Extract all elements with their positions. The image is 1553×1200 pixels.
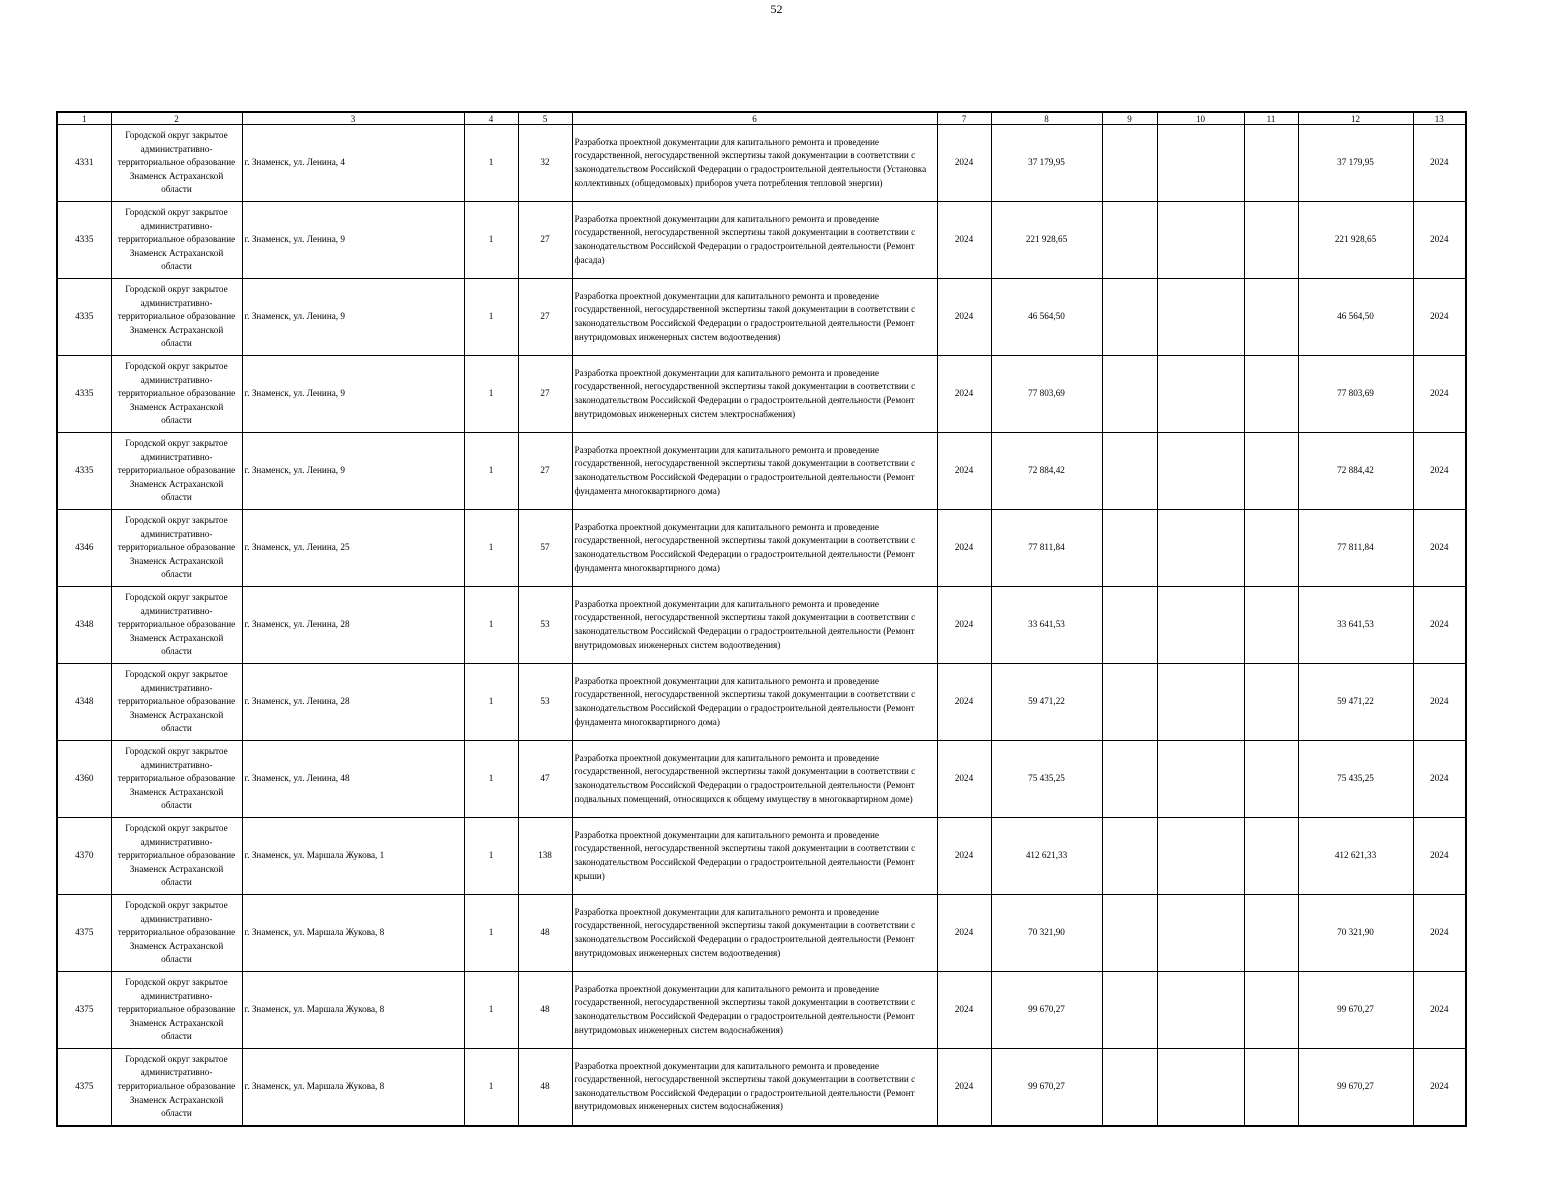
column-4-cell: 1 <box>464 895 518 972</box>
year-cell: 2024 <box>937 125 991 202</box>
municipality-cell: Городской округ закрытое административно-территориальное образование Знаменск Астраханской области <box>111 1049 242 1126</box>
year-cell: 2024 <box>937 895 991 972</box>
completion-year-cell: 2024 <box>1413 972 1466 1049</box>
address-cell: г. Знаменск, ул. Ленина, 9 <box>242 433 464 510</box>
address-cell: г. Знаменск, ул. Ленина, 9 <box>242 279 464 356</box>
table-row <box>57 895 1466 972</box>
column-5-cell: 27 <box>518 202 572 279</box>
cost-cell: 70 321,90 <box>991 895 1102 972</box>
column-header: 4 <box>464 112 518 125</box>
column-11-cell <box>1244 895 1298 972</box>
column-5-cell: 27 <box>518 433 572 510</box>
column-4-cell: 1 <box>464 433 518 510</box>
column-9-cell <box>1102 818 1157 895</box>
year-cell: 2024 <box>937 587 991 664</box>
row-id-cell: 4375 <box>57 895 111 972</box>
column-10-cell <box>1157 279 1244 356</box>
row-id-cell: 4360 <box>57 741 111 818</box>
row-id-cell: 4335 <box>57 356 111 433</box>
work-description-cell: Разработка проектной документации для капитального ремонта и проведение государственной, негосударственной экспертизы такой документации в соответствии с законодательством Российской Федерации о градостроительной деятельности (Ремонт крыши) <box>572 818 937 895</box>
work-description-cell: Разработка проектной документации для капитального ремонта и проведение государственной, негосударственной экспертизы такой документации в соответствии с законодательством Российской Федерации о градостроительной деятельности (Ремонт внутридомовых инженерных систем водоснабжения) <box>572 1049 937 1126</box>
completion-year-cell: 2024 <box>1413 1049 1466 1126</box>
total-cell: 37 179,95 <box>1298 125 1413 202</box>
capital-repair-table <box>56 111 1467 1127</box>
cost-cell: 33 641,53 <box>991 587 1102 664</box>
column-9-cell <box>1102 125 1157 202</box>
completion-year-cell: 2024 <box>1413 895 1466 972</box>
year-cell: 2024 <box>937 356 991 433</box>
municipality-cell: Городской округ закрытое административно-территориальное образование Знаменск Астраханской области <box>111 664 242 741</box>
column-10-cell <box>1157 895 1244 972</box>
column-9-cell <box>1102 972 1157 1049</box>
column-11-cell <box>1244 972 1298 1049</box>
column-header: 5 <box>518 112 572 125</box>
column-11-cell <box>1244 510 1298 587</box>
cost-cell: 221 928,65 <box>991 202 1102 279</box>
column-11-cell <box>1244 125 1298 202</box>
column-header: 9 <box>1102 112 1157 125</box>
year-cell: 2024 <box>937 1049 991 1126</box>
column-5-cell: 27 <box>518 279 572 356</box>
table-body <box>57 125 1466 1126</box>
work-description-cell: Разработка проектной документации для капитального ремонта и проведение государственной, негосударственной экспертизы такой документации в соответствии с законодательством Российской Федерации о градостроительной деятельности (Ремонт внутридомовых инженерных систем водоснабжения) <box>572 972 937 1049</box>
year-cell: 2024 <box>937 433 991 510</box>
column-10-cell <box>1157 818 1244 895</box>
year-cell: 2024 <box>937 664 991 741</box>
column-header: 12 <box>1298 112 1413 125</box>
table-row <box>57 664 1466 741</box>
column-9-cell <box>1102 664 1157 741</box>
column-9-cell <box>1102 433 1157 510</box>
municipality-cell: Городской округ закрытое административно-территориальное образование Знаменск Астраханской области <box>111 433 242 510</box>
address-cell: г. Знаменск, ул. Ленина, 28 <box>242 664 464 741</box>
table-row <box>57 741 1466 818</box>
column-9-cell <box>1102 202 1157 279</box>
column-5-cell: 138 <box>518 818 572 895</box>
municipality-cell: Городской округ закрытое административно-территориальное образование Знаменск Астраханской области <box>111 587 242 664</box>
row-id-cell: 4331 <box>57 125 111 202</box>
total-cell: 59 471,22 <box>1298 664 1413 741</box>
column-4-cell: 1 <box>464 125 518 202</box>
total-cell: 412 621,33 <box>1298 818 1413 895</box>
table-row <box>57 510 1466 587</box>
column-9-cell <box>1102 510 1157 587</box>
column-11-cell <box>1244 279 1298 356</box>
table-row <box>57 433 1466 510</box>
column-11-cell <box>1244 433 1298 510</box>
work-description-cell: Разработка проектной документации для капитального ремонта и проведение государственной, негосударственной экспертизы такой документации в соответствии с законодательством Российской Федерации о градостроительной деятельности (Ремонт фундамента многоквартирного дома) <box>572 433 937 510</box>
municipality-cell: Городской округ закрытое административно-территориальное образование Знаменск Астраханской области <box>111 202 242 279</box>
municipality-cell: Городской округ закрытое административно-территориальное образование Знаменск Астраханской области <box>111 741 242 818</box>
total-cell: 77 803,69 <box>1298 356 1413 433</box>
cost-cell: 77 803,69 <box>991 356 1102 433</box>
work-description-cell: Разработка проектной документации для капитального ремонта и проведение государственной, негосударственной экспертизы такой документации в соответствии с законодательством Российской Федерации о градостроительной деятельности (Ремонт внутридомовых инженерных систем водоотведения) <box>572 895 937 972</box>
column-10-cell <box>1157 741 1244 818</box>
column-11-cell <box>1244 818 1298 895</box>
year-cell: 2024 <box>937 202 991 279</box>
completion-year-cell: 2024 <box>1413 818 1466 895</box>
address-cell: г. Знаменск, ул. Маршала Жукова, 8 <box>242 895 464 972</box>
municipality-cell: Городской округ закрытое административно-территориальное образование Знаменск Астраханской области <box>111 972 242 1049</box>
column-9-cell <box>1102 356 1157 433</box>
completion-year-cell: 2024 <box>1413 356 1466 433</box>
cost-cell: 77 811,84 <box>991 510 1102 587</box>
column-4-cell: 1 <box>464 202 518 279</box>
total-cell: 46 564,50 <box>1298 279 1413 356</box>
total-cell: 221 928,65 <box>1298 202 1413 279</box>
total-cell: 99 670,27 <box>1298 1049 1413 1126</box>
work-description-cell: Разработка проектной документации для капитального ремонта и проведение государственной, негосударственной экспертизы такой документации в соответствии с законодательством Российской Федерации о градостроительной деятельности (Ремонт внутридомовых инженерных систем водоотведения) <box>572 587 937 664</box>
column-4-cell: 1 <box>464 972 518 1049</box>
column-header: 1 <box>57 112 111 125</box>
address-cell: г. Знаменск, ул. Ленина, 9 <box>242 202 464 279</box>
row-id-cell: 4348 <box>57 587 111 664</box>
table-row <box>57 972 1466 1049</box>
column-5-cell: 53 <box>518 664 572 741</box>
column-10-cell <box>1157 1049 1244 1126</box>
page-number: 52 <box>770 2 783 16</box>
column-4-cell: 1 <box>464 356 518 433</box>
year-cell: 2024 <box>937 279 991 356</box>
completion-year-cell: 2024 <box>1413 510 1466 587</box>
column-10-cell <box>1157 587 1244 664</box>
table-row <box>57 125 1466 202</box>
table-row <box>57 202 1466 279</box>
total-cell: 99 670,27 <box>1298 972 1413 1049</box>
column-10-cell <box>1157 664 1244 741</box>
column-9-cell <box>1102 587 1157 664</box>
cost-cell: 72 884,42 <box>991 433 1102 510</box>
cost-cell: 46 564,50 <box>991 279 1102 356</box>
column-5-cell: 32 <box>518 125 572 202</box>
work-description-cell: Разработка проектной документации для капитального ремонта и проведение государственной, негосударственной экспертизы такой документации в соответствии с законодательством Российской Федерации о градостроительной деятельности (Ремонт подвальных помещений, относящихся к общему имуществу в многоквартирном доме) <box>572 741 937 818</box>
cost-cell: 99 670,27 <box>991 1049 1102 1126</box>
row-id-cell: 4370 <box>57 818 111 895</box>
completion-year-cell: 2024 <box>1413 741 1466 818</box>
completion-year-cell: 2024 <box>1413 279 1466 356</box>
total-cell: 72 884,42 <box>1298 433 1413 510</box>
column-5-cell: 27 <box>518 356 572 433</box>
column-5-cell: 47 <box>518 741 572 818</box>
column-11-cell <box>1244 664 1298 741</box>
column-11-cell <box>1244 1049 1298 1126</box>
column-10-cell <box>1157 433 1244 510</box>
column-11-cell <box>1244 587 1298 664</box>
completion-year-cell: 2024 <box>1413 125 1466 202</box>
column-9-cell <box>1102 1049 1157 1126</box>
column-5-cell: 53 <box>518 587 572 664</box>
table-row <box>57 356 1466 433</box>
column-4-cell: 1 <box>464 1049 518 1126</box>
total-cell: 75 435,25 <box>1298 741 1413 818</box>
column-9-cell <box>1102 895 1157 972</box>
column-4-cell: 1 <box>464 741 518 818</box>
cost-cell: 99 670,27 <box>991 972 1102 1049</box>
column-11-cell <box>1244 741 1298 818</box>
row-id-cell: 4335 <box>57 202 111 279</box>
municipality-cell: Городской округ закрытое административно-территориальное образование Знаменск Астраханской области <box>111 125 242 202</box>
column-5-cell: 57 <box>518 510 572 587</box>
municipality-cell: Городской округ закрытое административно-территориальное образование Знаменск Астраханской области <box>111 279 242 356</box>
cost-cell: 37 179,95 <box>991 125 1102 202</box>
column-11-cell <box>1244 356 1298 433</box>
address-cell: г. Знаменск, ул. Ленина, 25 <box>242 510 464 587</box>
address-cell: г. Знаменск, ул. Маршала Жукова, 8 <box>242 1049 464 1126</box>
completion-year-cell: 2024 <box>1413 664 1466 741</box>
work-description-cell: Разработка проектной документации для капитального ремонта и проведение государственной, негосударственной экспертизы такой документации в соответствии с законодательством Российской Федерации о градостроительной деятельности (Ремонт внутридомовых инженерных систем водоотведения) <box>572 279 937 356</box>
address-cell: г. Знаменск, ул. Ленина, 9 <box>242 356 464 433</box>
municipality-cell: Городской округ закрытое административно-территориальное образование Знаменск Астраханской области <box>111 510 242 587</box>
column-4-cell: 1 <box>464 818 518 895</box>
address-cell: г. Знаменск, ул. Маршала Жукова, 1 <box>242 818 464 895</box>
year-cell: 2024 <box>937 818 991 895</box>
column-4-cell: 1 <box>464 279 518 356</box>
table-row <box>57 1049 1466 1126</box>
column-4-cell: 1 <box>464 510 518 587</box>
column-5-cell: 48 <box>518 972 572 1049</box>
total-cell: 77 811,84 <box>1298 510 1413 587</box>
column-header: 7 <box>937 112 991 125</box>
work-description-cell: Разработка проектной документации для капитального ремонта и проведение государственной, негосударственной экспертизы такой документации в соответствии с законодательством Российской Федерации о градостроительной деятельности (Ремонт фундамента многоквартирного дома) <box>572 510 937 587</box>
row-id-cell: 4375 <box>57 1049 111 1126</box>
table-row <box>57 587 1466 664</box>
column-header: 13 <box>1413 112 1466 125</box>
work-description-cell: Разработка проектной документации для капитального ремонта и проведение государственной, негосударственной экспертизы такой документации в соответствии с законодательством Российской Федерации о градостроительной деятельности (Ремонт фасада) <box>572 202 937 279</box>
column-header: 2 <box>111 112 242 125</box>
table-row <box>57 279 1466 356</box>
column-4-cell: 1 <box>464 587 518 664</box>
column-header: 10 <box>1157 112 1244 125</box>
address-cell: г. Знаменск, ул. Ленина, 28 <box>242 587 464 664</box>
column-9-cell <box>1102 279 1157 356</box>
column-10-cell <box>1157 202 1244 279</box>
row-id-cell: 4375 <box>57 972 111 1049</box>
row-id-cell: 4348 <box>57 664 111 741</box>
work-description-cell: Разработка проектной документации для капитального ремонта и проведение государственной, негосударственной экспертизы такой документации в соответствии с законодательством Российской Федерации о градостроительной деятельности (Ремонт фундамента многоквартирного дома) <box>572 664 937 741</box>
cost-cell: 75 435,25 <box>991 741 1102 818</box>
row-id-cell: 4335 <box>57 433 111 510</box>
municipality-cell: Городской округ закрытое административно-территориальное образование Знаменск Астраханской области <box>111 895 242 972</box>
column-10-cell <box>1157 972 1244 1049</box>
municipality-cell: Городской округ закрытое административно-территориальное образование Знаменск Астраханской области <box>111 818 242 895</box>
table-row <box>57 818 1466 895</box>
column-10-cell <box>1157 125 1244 202</box>
completion-year-cell: 2024 <box>1413 202 1466 279</box>
year-cell: 2024 <box>937 972 991 1049</box>
column-number-header <box>57 112 1466 125</box>
column-5-cell: 48 <box>518 1049 572 1126</box>
column-11-cell <box>1244 202 1298 279</box>
total-cell: 33 641,53 <box>1298 587 1413 664</box>
column-header: 6 <box>572 112 937 125</box>
column-10-cell <box>1157 356 1244 433</box>
year-cell: 2024 <box>937 510 991 587</box>
column-10-cell <box>1157 510 1244 587</box>
cost-cell: 412 621,33 <box>991 818 1102 895</box>
total-cell: 70 321,90 <box>1298 895 1413 972</box>
column-4-cell: 1 <box>464 664 518 741</box>
column-5-cell: 48 <box>518 895 572 972</box>
work-description-cell: Разработка проектной документации для капитального ремонта и проведение государственной, негосударственной экспертизы такой документации в соответствии с законодательством Российской Федерации о градостроительной деятельности (Ремонт внутридомовых инженерных систем электроснабжения) <box>572 356 937 433</box>
column-header: 3 <box>242 112 464 125</box>
completion-year-cell: 2024 <box>1413 433 1466 510</box>
column-header: 11 <box>1244 112 1298 125</box>
address-cell: г. Знаменск, ул. Ленина, 48 <box>242 741 464 818</box>
completion-year-cell: 2024 <box>1413 587 1466 664</box>
municipality-cell: Городской округ закрытое административно-территориальное образование Знаменск Астраханской области <box>111 356 242 433</box>
column-header: 8 <box>991 112 1102 125</box>
row-id-cell: 4346 <box>57 510 111 587</box>
column-9-cell <box>1102 741 1157 818</box>
cost-cell: 59 471,22 <box>991 664 1102 741</box>
year-cell: 2024 <box>937 741 991 818</box>
work-description-cell: Разработка проектной документации для капитального ремонта и проведение государственной, негосударственной экспертизы такой документации в соответствии с законодательством Российской Федерации о градостроительной деятельности (Установка коллективных (общедомовых) приборов учета потребления тепловой энергии) <box>572 125 937 202</box>
row-id-cell: 4335 <box>57 279 111 356</box>
address-cell: г. Знаменск, ул. Маршала Жукова, 8 <box>242 972 464 1049</box>
address-cell: г. Знаменск, ул. Ленина, 4 <box>242 125 464 202</box>
